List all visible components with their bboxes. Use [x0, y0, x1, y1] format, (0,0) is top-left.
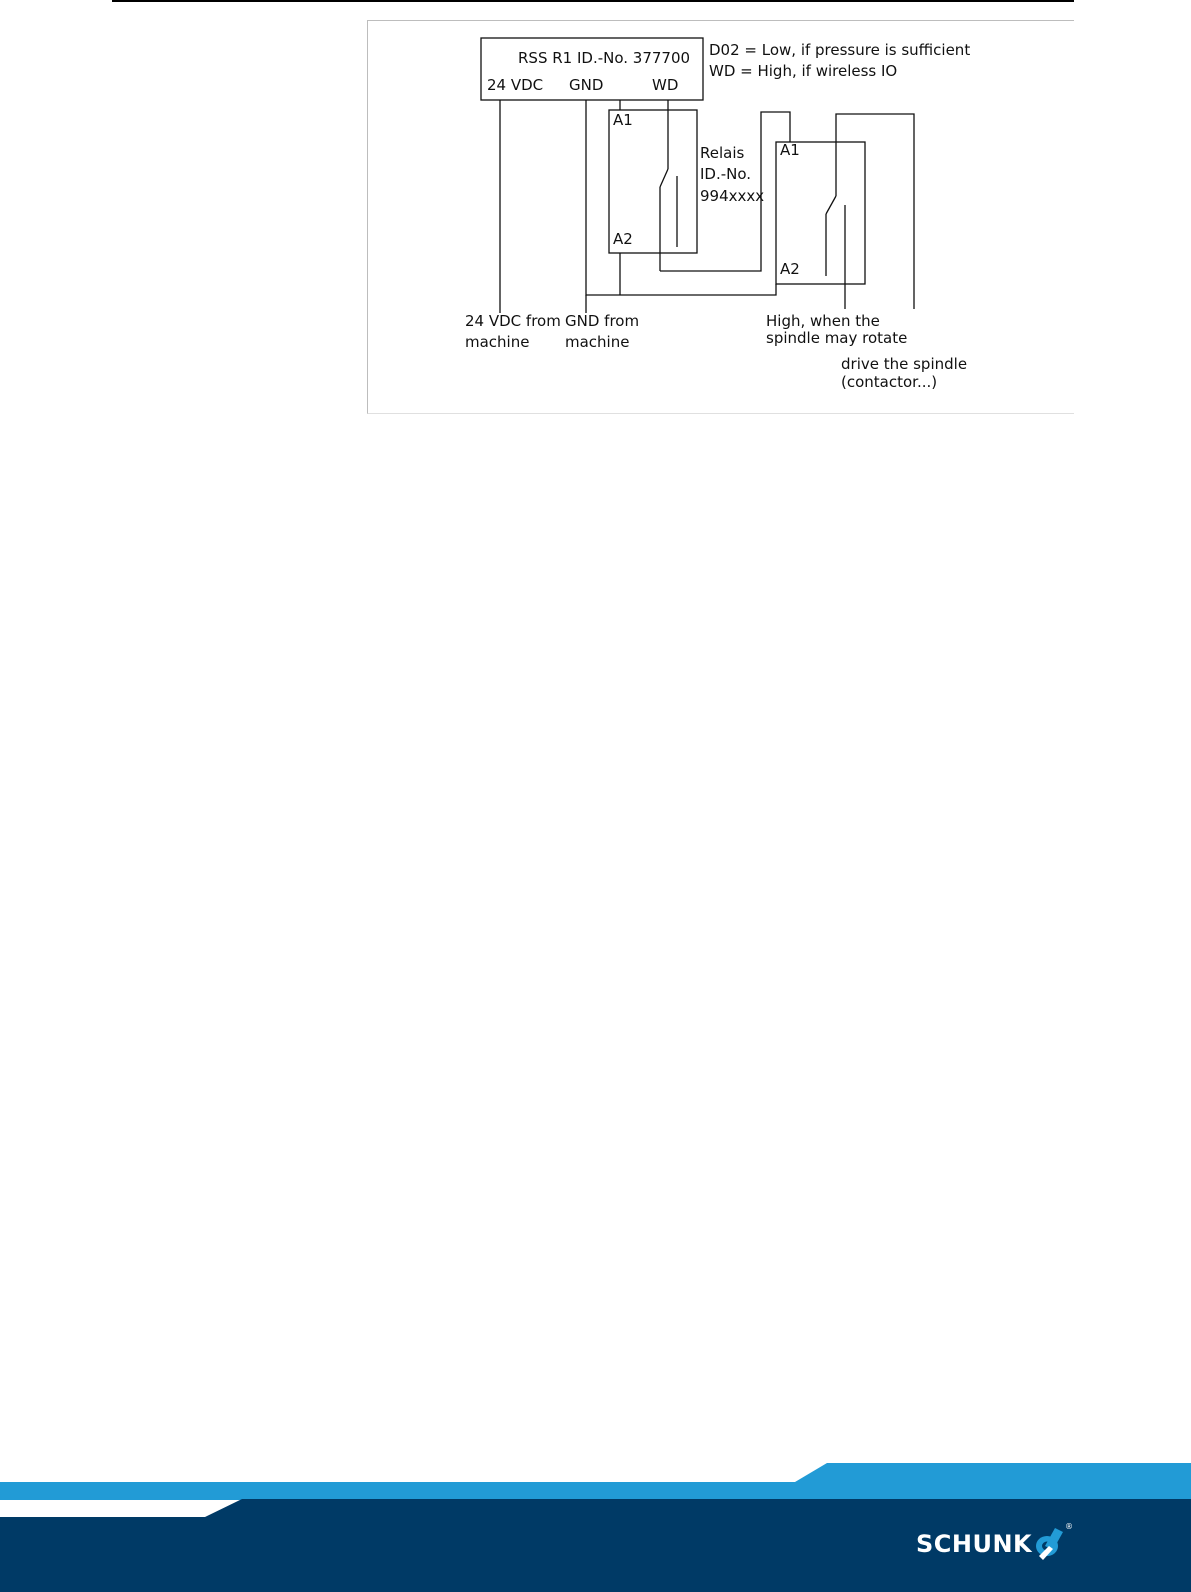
relay2-switch	[826, 196, 836, 214]
wiring-diagram-canvas	[368, 21, 1075, 415]
brand-name: SCHUNK	[916, 1530, 1033, 1558]
footer-light-band	[0, 1463, 1191, 1500]
label-high-line2: spindle may rotate	[766, 329, 908, 347]
note-wd: WD = High, if wireless IO	[709, 62, 898, 80]
relay1-label-line2: ID.-No.	[700, 165, 752, 183]
schunk-logo	[916, 1522, 1073, 1564]
relay1-a1-label: A1	[613, 111, 633, 129]
label-drive-line2: (contactor...)	[841, 373, 938, 391]
relay1-a2-label: A2	[613, 230, 633, 248]
label-high-line1: High, when the	[766, 312, 880, 330]
relay1-switch	[660, 169, 668, 187]
relay1-label-line1: Relais	[700, 144, 745, 162]
label-gnd-line2: machine	[565, 333, 630, 351]
label-drive-line1: drive the spindle	[841, 355, 968, 373]
relay1-label-line3: 994xxxx	[700, 187, 765, 205]
relay2-a1-label: A1	[780, 141, 800, 159]
relay2-contact-top	[836, 114, 914, 309]
module-box-title: RSS R1 ID.-No. 377700	[518, 49, 691, 67]
label-24vdc-line1: 24 VDC from	[465, 312, 561, 330]
schunk-mark-icon	[1033, 1526, 1065, 1562]
wiring-diagram	[367, 20, 1074, 414]
note-do2: D02 = Low, if pressure is sufficient	[709, 41, 971, 59]
pin-gnd-label: GND	[569, 76, 604, 94]
pin-24vdc-label: 24 VDC	[487, 76, 544, 94]
registered-mark: ®	[1065, 1522, 1073, 1531]
label-24vdc-line2: machine	[465, 333, 530, 351]
pin-wd-label: WD	[652, 76, 679, 94]
label-gnd-line1: GND from	[565, 312, 640, 330]
header-rule	[112, 0, 1074, 2]
relay2-a2-label: A2	[780, 260, 800, 278]
